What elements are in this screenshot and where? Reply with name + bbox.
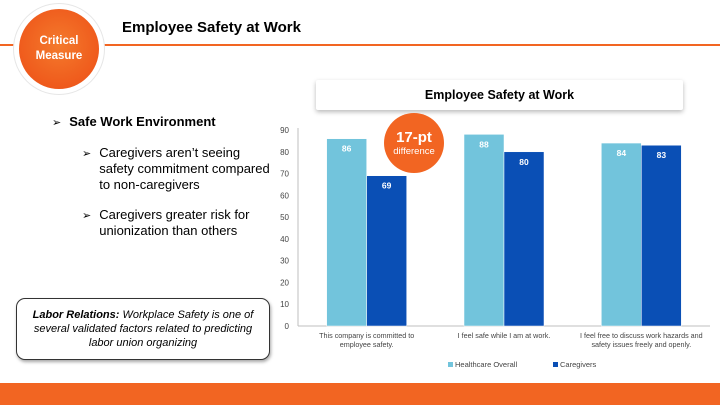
critical-measure-badge — [14, 4, 104, 94]
bullet-heading — [52, 114, 272, 129]
sub-bullet — [82, 207, 272, 239]
badge-circle — [19, 9, 99, 89]
bar-chart — [270, 115, 720, 377]
y-tick-label: 10 — [280, 300, 289, 310]
y-tick-label: 80 — [280, 147, 289, 157]
bar-caregivers — [641, 145, 681, 326]
header-rule — [0, 44, 720, 46]
callout-text: Workplace Safety is one of several validated factors related to predicting labor union organizing — [33, 309, 254, 349]
bar-caregivers — [367, 176, 407, 326]
bullet-heading-text: Safe Work Environment — [69, 114, 216, 129]
y-tick-label: 0 — [284, 322, 289, 331]
callout-lead: Labor Relations: — [32, 309, 120, 321]
bar-value-label: 69 — [381, 180, 392, 191]
footer-bar — [0, 383, 720, 405]
difference-label: difference — [393, 145, 435, 157]
difference-value: 17-pt — [396, 128, 432, 146]
badge-label: Critical Measure — [35, 35, 83, 62]
arrow-bullet-icon: ➢ — [52, 117, 62, 129]
legend-label: Caregivers — [560, 360, 597, 369]
legend-swatch — [448, 362, 453, 367]
y-tick-label: 60 — [280, 191, 289, 201]
labor-relations-callout — [16, 298, 270, 360]
y-tick-label: 30 — [280, 256, 289, 266]
chart-title: Employee Safety at Work — [316, 80, 683, 110]
bar-healthcare — [327, 139, 367, 326]
bullet-list — [52, 114, 272, 239]
bar-value-label: 86 — [341, 143, 352, 154]
bar-value-label: 88 — [479, 139, 489, 150]
bar-healthcare — [464, 134, 504, 326]
arrow-bullet-icon: ➢ — [82, 210, 92, 222]
difference-callout — [384, 113, 444, 173]
x-category-label: I feel free to discuss work hazards and — [580, 331, 703, 340]
y-tick-label: 70 — [280, 169, 289, 179]
legend-label: Healthcare Overall — [455, 360, 518, 369]
y-tick-label: 40 — [280, 234, 289, 244]
sub-bullet — [82, 145, 272, 193]
x-category-label: This company is committed to — [319, 331, 415, 340]
y-tick-label: 20 — [280, 278, 289, 288]
bar-healthcare — [601, 143, 641, 326]
bar-caregivers — [504, 152, 544, 326]
bar-value-label: 84 — [616, 148, 627, 159]
bar-value-label: 83 — [656, 150, 667, 161]
sub-bullet-text: Caregivers aren’t seeing safety commitment compared to non-caregivers — [99, 145, 270, 192]
slide-title: Employee Safety at Work — [122, 19, 301, 36]
legend-swatch — [553, 362, 558, 367]
y-tick-label: 90 — [280, 126, 289, 135]
arrow-bullet-icon: ➢ — [82, 148, 92, 160]
x-category-label: I feel safe while I am at work. — [457, 331, 551, 340]
y-tick-label: 50 — [280, 213, 289, 223]
x-category-label: employee safety. — [339, 340, 394, 349]
x-category-label: safety issues freely and openly. — [591, 340, 692, 349]
bar-value-label: 80 — [519, 156, 529, 167]
sub-bullet-text: Caregivers greater risk for unionization than others — [99, 207, 250, 238]
